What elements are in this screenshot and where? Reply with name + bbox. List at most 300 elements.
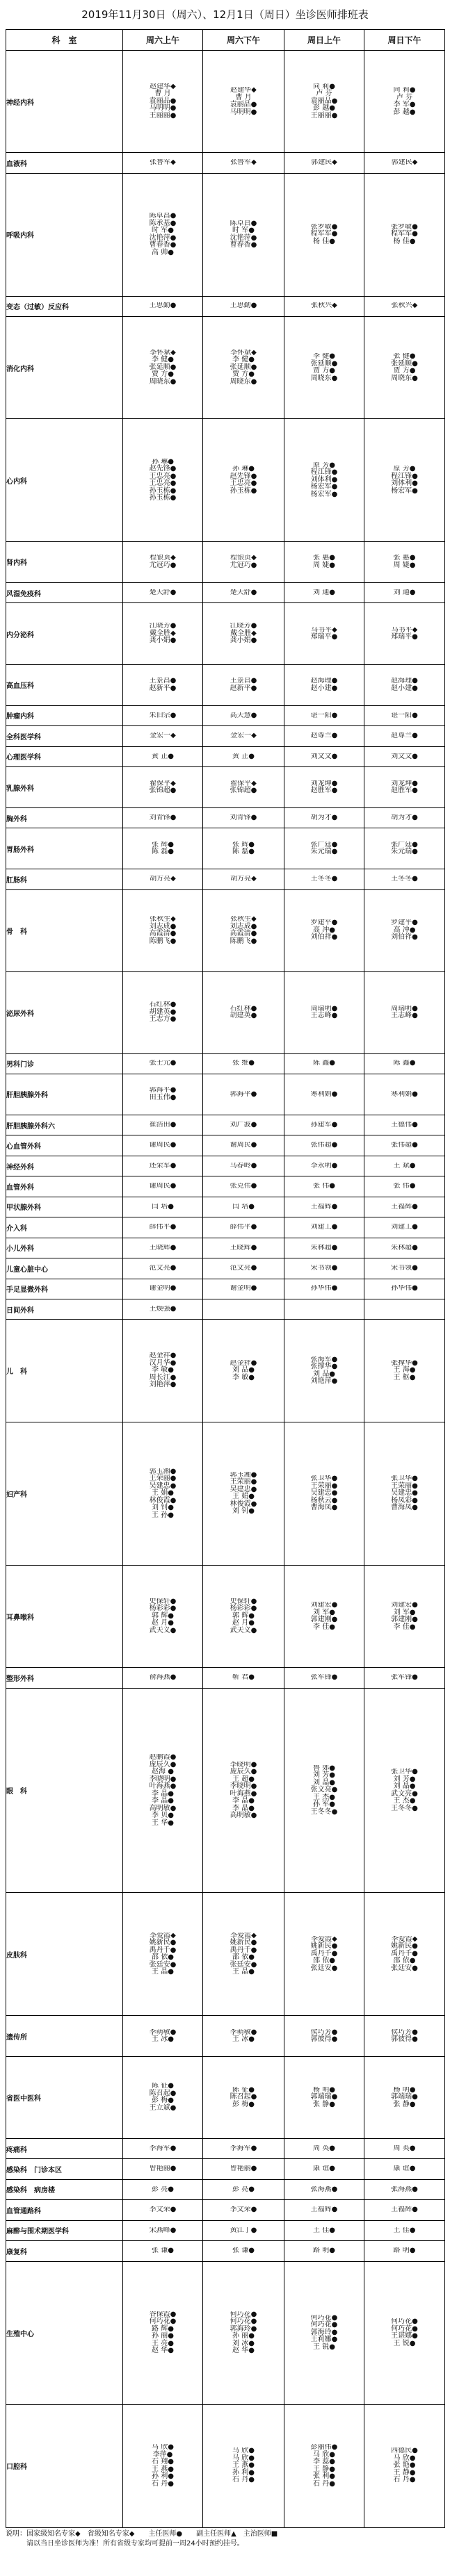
doctor-name: 赵海 ● — [152, 1768, 174, 1775]
doctor-name: 张延顺● — [310, 359, 338, 368]
table-row — [6, 1074, 445, 1115]
schedule-cell-sun-pm — [364, 1053, 445, 1074]
doctor-name: 谌一阳● — [391, 712, 418, 719]
doctor-name: 杨彩彩● — [230, 1605, 257, 1613]
doctor-name: 张海燕● — [310, 2185, 338, 2193]
schedule-cell-sun-pm — [364, 889, 445, 971]
schedule-cell-sat-am — [123, 746, 203, 766]
schedule-cell-sun-am — [284, 173, 364, 296]
doctor-name: 马书平◆ — [311, 626, 337, 634]
doctor-name: 张卫华● — [391, 1769, 418, 1775]
schedule-cell-sun-pm — [364, 1279, 445, 1299]
doctor-name: 郭海平● — [149, 1087, 177, 1094]
schedule-cell-sat-pm — [203, 664, 284, 705]
table-row — [6, 2261, 445, 2404]
doctor-name: 郭彼得● — [310, 2035, 338, 2044]
doctor-name: 马书平◆ — [391, 626, 418, 634]
doctor-name: 王 娟● — [152, 1489, 174, 1498]
table-row — [6, 173, 445, 296]
header-sat-am: 周六上午 — [123, 30, 203, 51]
doctor-name: 石 丹● — [152, 2479, 174, 2488]
table-row — [6, 1565, 445, 1667]
doctor-name: 陈鹏飞● — [149, 937, 177, 945]
doctor-name: 罗建平● — [391, 919, 418, 927]
schedule-cell-sun-pm — [364, 1688, 445, 1893]
department-name: 胃肠外科 — [6, 828, 123, 869]
table-row — [6, 1279, 445, 1299]
table-row — [6, 1668, 445, 1688]
schedule-cell-sun-pm — [364, 2179, 445, 2199]
doctor-name: 赵海理● — [391, 678, 418, 685]
schedule-cell-sat-pm — [203, 1135, 284, 1156]
schedule-cell-sun-pm — [364, 173, 445, 296]
doctor-name: 曾艳丽● — [230, 2165, 257, 2173]
doctor-name: 原 芳● — [393, 466, 416, 473]
doctor-name: 胡建英● — [149, 1008, 177, 1016]
doctor-name: 张卫华● — [310, 1475, 338, 1483]
schedule-cell-sat-am — [123, 1176, 203, 1197]
department-name: 肛肠科 — [6, 869, 123, 889]
department-name: 乳腺外科 — [6, 767, 123, 808]
doctor-name: 谌一阳● — [310, 712, 338, 719]
doctor-name: 卢 芬 — [396, 93, 413, 101]
department-name: 遗传所 — [6, 2016, 123, 2057]
doctor-name: 程江锋● — [310, 468, 338, 477]
department-name: 整形外科 — [6, 1668, 123, 1688]
schedule-cell-sun-am — [284, 296, 364, 316]
department-name: 手足显微外科 — [6, 1279, 123, 1299]
doctor-name: 朱林超● — [391, 1244, 418, 1252]
doctor-name: 周瑞明● — [310, 1005, 338, 1012]
doctor-name: 贾 方● — [232, 370, 255, 379]
doctor-name: 王思勤● — [149, 302, 177, 310]
doctor-name: 康 谊● — [313, 2165, 335, 2173]
schedule-cell-sat-pm — [203, 1258, 284, 1279]
doctor-name: 沈艳萍● — [230, 233, 257, 242]
schedule-cell-sat-am — [123, 542, 203, 583]
schedule-cell-sat-am — [123, 153, 203, 173]
schedule-cell-sat-pm — [203, 2200, 284, 2220]
doctor-name: 刘建宏● — [310, 1602, 338, 1609]
schedule-cell-sun-pm — [364, 542, 445, 583]
department-name: 感染科 门诊本区 — [6, 2159, 123, 2179]
doctor-name: 张卫华● — [391, 1475, 418, 1483]
doctor-name: 李怀斌◆ — [150, 349, 176, 356]
schedule-cell-sat-am — [123, 1279, 203, 1299]
schedule-cell-sun-am — [284, 2138, 364, 2158]
doctor-name: 赵建华◆ — [150, 83, 176, 90]
schedule-cell-sat-pm — [203, 1668, 284, 1688]
doctor-name: 戴全胜◆ — [230, 629, 257, 637]
doctor-name: 何巧花● — [230, 2317, 257, 2326]
doctor-name: 马明明● — [149, 104, 177, 113]
doctor-name: 范文亮● — [230, 1265, 257, 1272]
doctor-name: 王 冰● — [152, 2035, 174, 2044]
doctor-name: 侯巧芳● — [391, 2028, 418, 2036]
doctor-name: 邵 依● — [152, 1953, 174, 1962]
doctor-name: 杨凤彩● — [391, 1496, 418, 1504]
doctor-name: 谢金明● — [149, 1285, 177, 1293]
schedule-cell-sun-am — [284, 51, 364, 153]
doctor-name: 刘 冰● — [232, 2339, 255, 2347]
doctor-name: 王忠亮● — [149, 479, 177, 488]
doctor-name: 李 晶● — [152, 1789, 174, 1798]
schedule-cell-sun-am — [284, 2404, 364, 2527]
schedule-cell-sat-am — [123, 705, 203, 725]
doctor-name: 刘 芳● — [313, 1771, 335, 1780]
doctor-name: 孙玉栋● — [230, 486, 257, 495]
schedule-cell-sat-am — [123, 2241, 203, 2261]
schedule-cell-sun-am — [284, 869, 364, 889]
doctor-name: 李 健● — [152, 356, 174, 364]
schedule-cell-sat-am — [123, 1299, 203, 1319]
doctor-name: 禹丹千● — [230, 1946, 257, 1954]
doctor-name: 卢 芬 — [316, 90, 332, 98]
doctor-name: 郭 辉● — [232, 1611, 255, 1620]
doctor-name: 郭海玲● — [310, 2328, 338, 2336]
doctor-name: 邵 依● — [393, 1957, 416, 1965]
doctor-name: 姚新民● — [391, 1942, 418, 1951]
department-name: 血管外科 — [6, 1176, 123, 1197]
schedule-cell-sun-am — [284, 828, 364, 869]
doctor-name: 庞辰久● — [230, 1768, 257, 1775]
doctor-name: 杨彩彩● — [149, 1605, 177, 1613]
doctor-name: 朱元瑞● — [310, 848, 338, 856]
doctor-name: 赵鹏霞● — [149, 1754, 177, 1761]
doctor-name: 赵新平● — [149, 684, 177, 692]
doctor-name: 郭玉湘● — [149, 1468, 177, 1475]
doctor-name: 王晓辉● — [230, 1244, 257, 1252]
schedule-cell-sat-pm — [203, 1197, 284, 1217]
doctor-name: 马 欣● — [232, 2447, 255, 2455]
legend-line: 说明：国家级知名专家◆ 省级知名专家◆ 主任医师● 副主任医师▲ 主治医师■ — [6, 2530, 278, 2538]
department-name: 心理医学科 — [6, 746, 123, 766]
doctor-name: 彭 梅● — [152, 2097, 174, 2105]
table-row — [6, 1176, 445, 1197]
schedule-cell-sat-pm — [203, 1217, 284, 1238]
doctor-name: 赵建华◆ — [230, 87, 257, 95]
doctor-name: 汉月华● — [149, 1359, 177, 1367]
doctor-name: 陈 征● — [152, 2083, 174, 2090]
department-name: 日间外科 — [6, 1299, 123, 1319]
doctor-name: 罗建平● — [310, 919, 338, 927]
doctor-name: 程军军● — [310, 230, 338, 238]
doctor-name: 王忠亮● — [230, 479, 257, 488]
schedule-cell-sat-am — [123, 2016, 203, 2057]
doctor-name: 吴建忠● — [230, 1485, 257, 1493]
doctor-name: 邵 依● — [313, 1957, 335, 1965]
schedule-cell-sat-am — [123, 807, 203, 828]
doctor-name: 郭建民◆ — [311, 159, 337, 167]
doctor-name: 四德民● — [391, 2447, 418, 2455]
schedule-cell-sat-pm — [203, 726, 284, 746]
doctor-name: 王景昌● — [230, 678, 257, 685]
department-name: 肾内科 — [6, 542, 123, 583]
doctor-name: 曾艳丽● — [149, 2165, 177, 2173]
table-row — [6, 746, 445, 766]
doctor-name: 孙华伟● — [391, 1285, 418, 1293]
doctor-name: 谢周民● — [230, 1142, 257, 1149]
doctor-name: 陈 征● — [232, 2086, 255, 2094]
schedule-cell-sun-am — [284, 2057, 364, 2139]
schedule-cell-sun-am — [284, 2220, 364, 2240]
doctor-name: 刘体利● — [391, 479, 418, 488]
schedule-cell-sun-pm — [364, 153, 445, 173]
doctor-name: 张锦超● — [149, 787, 177, 795]
department-name: 神经内科 — [6, 51, 123, 153]
schedule-cell-sat-am — [123, 2057, 203, 2139]
schedule-cell-sat-pm — [203, 419, 284, 542]
doctor-name: 彭 越● — [393, 108, 416, 116]
schedule-cell-sun-am — [284, 2016, 364, 2057]
doctor-name: 吴建忠● — [310, 1489, 338, 1498]
doctor-name: 寒利娟● — [310, 1090, 338, 1098]
doctor-name: 陈召起● — [230, 2093, 257, 2101]
schedule-cell-sat-am — [123, 1258, 203, 1279]
doctor-name: 江晓芳● — [149, 623, 177, 630]
doctor-name: 张 谦● — [152, 2247, 174, 2255]
schedule-cell-sun-pm — [364, 316, 445, 418]
doctor-name: 张 维● — [232, 1060, 255, 1067]
doctor-name: 王晓辉● — [149, 1244, 177, 1252]
schedule-cell-sun-am — [284, 726, 364, 746]
doctor-name: 陈卓昌● — [230, 220, 257, 227]
table-row — [6, 1053, 445, 1074]
table-row — [6, 2220, 445, 2240]
table-row — [6, 2138, 445, 2158]
table-row — [6, 2179, 445, 2199]
doctor-name: 郑瑞平● — [310, 633, 338, 641]
doctor-name: 高 冲● — [393, 926, 416, 934]
doctor-name: 尤冠巧● — [149, 561, 177, 569]
schedule-cell-sat-am — [123, 971, 203, 1053]
schedule-cell-sun-am — [284, 2179, 364, 2199]
doctor-name: 张秋生◆ — [230, 916, 257, 924]
department-name: 风湿免疫科 — [6, 582, 123, 602]
schedule-cell-sun-pm — [364, 869, 445, 889]
doctor-name: 赵海理● — [310, 678, 338, 685]
department-name: 介入科 — [6, 1217, 123, 1238]
doctor-name: 杨 佳● — [313, 237, 335, 245]
doctor-name: 石红林● — [230, 1005, 257, 1012]
doctor-name: 张秋兴◆ — [391, 302, 418, 310]
doctor-name: 郭 辉● — [152, 1611, 174, 1620]
doctor-name: 禹丹千● — [149, 1946, 177, 1954]
schedule-cell-sat-am — [123, 173, 203, 296]
schedule-cell-sun-pm — [364, 1893, 445, 2016]
doctor-name: 吴建忠● — [391, 1489, 418, 1498]
doctor-name: 还荣军● — [149, 1162, 177, 1170]
doctor-name: 金宏一◆ — [230, 732, 257, 740]
table-row — [6, 542, 445, 583]
schedule-cell-sun-am — [284, 582, 364, 602]
doctor-name: 王 晶● — [232, 1968, 255, 1976]
schedule-cell-sat-pm — [203, 2261, 284, 2404]
doctor-name: 武天义● — [230, 1626, 257, 1634]
doctor-name: 孙华伟● — [310, 1285, 338, 1293]
schedule-cell-sun-pm — [364, 2159, 445, 2179]
schedule-cell-sat-pm — [203, 828, 284, 869]
doctor-name: 同 莉● — [313, 83, 335, 90]
table-row — [6, 1893, 445, 2016]
doctor-name: 范文亮● — [149, 1265, 177, 1272]
department-name: 骨 科 — [6, 889, 123, 971]
doctor-name: 程银贞◆ — [150, 555, 176, 562]
schedule-cell-sat-pm — [203, 2220, 284, 2240]
doctor-name: 王 孙● — [152, 1511, 174, 1519]
schedule-cell-sun-am — [284, 1053, 364, 1074]
schedule-cell-sun-am — [284, 1176, 364, 1197]
schedule-cell-sun-pm — [364, 664, 445, 705]
department-name: 肿瘤内科 — [6, 705, 123, 725]
doctor-name: 王谌娜● — [391, 2332, 418, 2340]
doctor-name: 刘 军● — [393, 1608, 416, 1616]
doctor-name: 曹海凤● — [310, 1504, 338, 1512]
schedule-cell-sat-pm — [203, 705, 284, 725]
doctor-name: 杨宏军● — [310, 483, 338, 491]
table-row — [6, 705, 445, 725]
schedule-cell-sat-pm — [203, 1176, 284, 1197]
table-row — [6, 582, 445, 602]
doctor-name: 张 静● — [393, 2100, 416, 2108]
doctor-name: 贾 方● — [313, 367, 335, 375]
schedule-cell-sun-pm — [364, 2016, 445, 2057]
doctor-name: 张秋生◆ — [150, 916, 176, 924]
doctor-name: 胡为才● — [391, 814, 418, 821]
schedule-cell-sat-pm — [203, 807, 284, 828]
department-name: 肝胆胰腺外科六 — [6, 1115, 123, 1135]
doctor-name: 孙 琳● — [152, 458, 174, 466]
doctor-name: 石 丹● — [313, 2479, 335, 2488]
doctor-name: 李永明● — [310, 1162, 338, 1170]
doctor-name: 赵尊兰● — [310, 732, 338, 740]
doctor-name: 赵 华● — [232, 2347, 255, 2355]
schedule-cell-sat-pm — [203, 746, 284, 766]
doctor-name: 李 晶● — [152, 1797, 174, 1805]
doctor-name: 张罗敏● — [391, 223, 418, 231]
doctor-name: 王福辉● — [310, 2206, 338, 2214]
doctor-name: 李 贝● — [152, 1812, 174, 1819]
schedule-cell-sat-pm — [203, 971, 284, 1053]
doctor-name: 王冬冬● — [310, 1807, 338, 1816]
doctor-name: 周 婕● — [313, 561, 335, 569]
doctor-name: 张廷安● — [310, 1964, 338, 1972]
doctor-name: 刘建工● — [310, 1224, 338, 1231]
doctor-name: 王 娟● — [232, 1493, 255, 1501]
doctor-name: 刘龙坤● — [391, 780, 418, 787]
doctor-name: 王 枢● — [393, 1373, 416, 1381]
doctor-name: 孙 利● — [152, 2472, 174, 2481]
doctor-name: 何巧花● — [391, 2324, 418, 2333]
doctor-name: 陈鹏飞● — [230, 937, 257, 945]
doctor-name: 王 超● — [232, 1775, 255, 1783]
doctor-name: 张鲁军◆ — [150, 159, 176, 167]
schedule-cell-sun-pm — [364, 828, 445, 869]
doctor-name: 郭端瑞● — [310, 2093, 338, 2101]
doctor-name: 谷保霞● — [149, 2311, 177, 2318]
department-name: 妇产科 — [6, 1422, 123, 1565]
doctor-name: 王 华● — [152, 1819, 174, 1827]
doctor-name: 张克伟● — [230, 1183, 257, 1190]
doctor-name: 孙 丽● — [152, 2332, 174, 2340]
doctor-name: 赵金祥● — [149, 1352, 177, 1360]
table-row — [6, 2057, 445, 2139]
doctor-name: 石 丹● — [393, 2476, 416, 2484]
doctor-name: 石红林● — [149, 1001, 177, 1009]
schedule-cell-sun-am — [284, 1238, 364, 1258]
doctor-name: 史保轩● — [230, 1598, 257, 1605]
doctor-name: 赵 月● — [152, 1619, 174, 1627]
schedule-cell-sat-am — [123, 1156, 203, 1176]
department-name: 血液科 — [6, 153, 123, 173]
doctor-name: 何巧花● — [391, 2318, 418, 2326]
schedule-cell-sat-pm — [203, 1299, 284, 1319]
doctor-name: 张撑华● — [391, 1359, 418, 1367]
doctor-name: 张鲁军◆ — [230, 159, 257, 167]
schedule-cell-sun-am — [284, 1156, 364, 1176]
doctor-name: 李 健● — [232, 356, 255, 364]
doctor-name: 李晓明● — [149, 1775, 177, 1783]
doctor-name: 楚天舒● — [230, 589, 257, 596]
doctor-name: 刘 晶● — [313, 1778, 335, 1787]
doctor-name: 马春岭● — [230, 1162, 257, 1170]
doctor-name: 张士元● — [149, 1060, 177, 1067]
doctor-name: 赵新平● — [230, 684, 257, 692]
department-name: 高血压科 — [6, 664, 123, 705]
schedule-cell-sat-pm — [203, 603, 284, 664]
doctor-name: 彭 越● — [313, 104, 335, 113]
doctor-name: 孙玉栋● — [149, 494, 177, 502]
table-row — [6, 2016, 445, 2057]
doctor-name: 王荣丽● — [230, 1478, 257, 1486]
department-name: 生殖中心 — [6, 2261, 123, 2404]
doctor-name: 王 佳● — [393, 2226, 416, 2234]
doctor-name: 同 莉● — [393, 87, 416, 95]
doctor-name: 袁丽品● — [149, 97, 177, 105]
schedule-cell-sun-am — [284, 2200, 364, 2220]
doctor-name: 周瑞明● — [391, 1005, 418, 1012]
doctor-name: 李爱霞◆ — [391, 1935, 418, 1943]
doctor-name: 赵胜军● — [310, 787, 338, 795]
doctor-name: 何巧花● — [310, 2321, 338, 2329]
schedule-cell-sun-pm — [364, 746, 445, 766]
schedule-cell-sun-pm — [364, 296, 445, 316]
doctor-name: 王丽丽● — [149, 111, 177, 120]
doctor-name: 赵金祥● — [230, 1359, 257, 1367]
doctor-name: 赵先锋● — [230, 472, 257, 480]
schedule-cell-sat-am — [123, 51, 203, 153]
doctor-name: 胡方亮◆ — [150, 876, 176, 883]
schedule-cell-sat-am — [123, 2220, 203, 2240]
doctor-name: 周 婕● — [393, 561, 416, 569]
schedule-cell-sat-am — [123, 2200, 203, 2220]
table-row — [6, 1258, 445, 1279]
department-name: 耳鼻喉科 — [6, 1565, 123, 1667]
doctor-name: 王 佳● — [313, 2226, 335, 2234]
schedule-cell-sat-pm — [203, 2138, 284, 2158]
department-name: 小儿外科 — [6, 1238, 123, 1258]
header-sun-pm: 周日下午 — [364, 30, 445, 51]
doctor-name: 王莉娜● — [310, 2336, 338, 2344]
table-row — [6, 51, 445, 153]
doctor-name: 张广廷● — [391, 841, 418, 848]
doctor-name: 周长江● — [149, 1373, 177, 1381]
doctor-name: 侯巧芳● — [310, 2028, 338, 2036]
doctor-name: 杨宏军● — [310, 490, 338, 498]
doctor-name: 郭建民◆ — [391, 159, 418, 167]
doctor-name: 黄 正● — [152, 753, 174, 760]
department-name: 呼吸内科 — [6, 173, 123, 296]
